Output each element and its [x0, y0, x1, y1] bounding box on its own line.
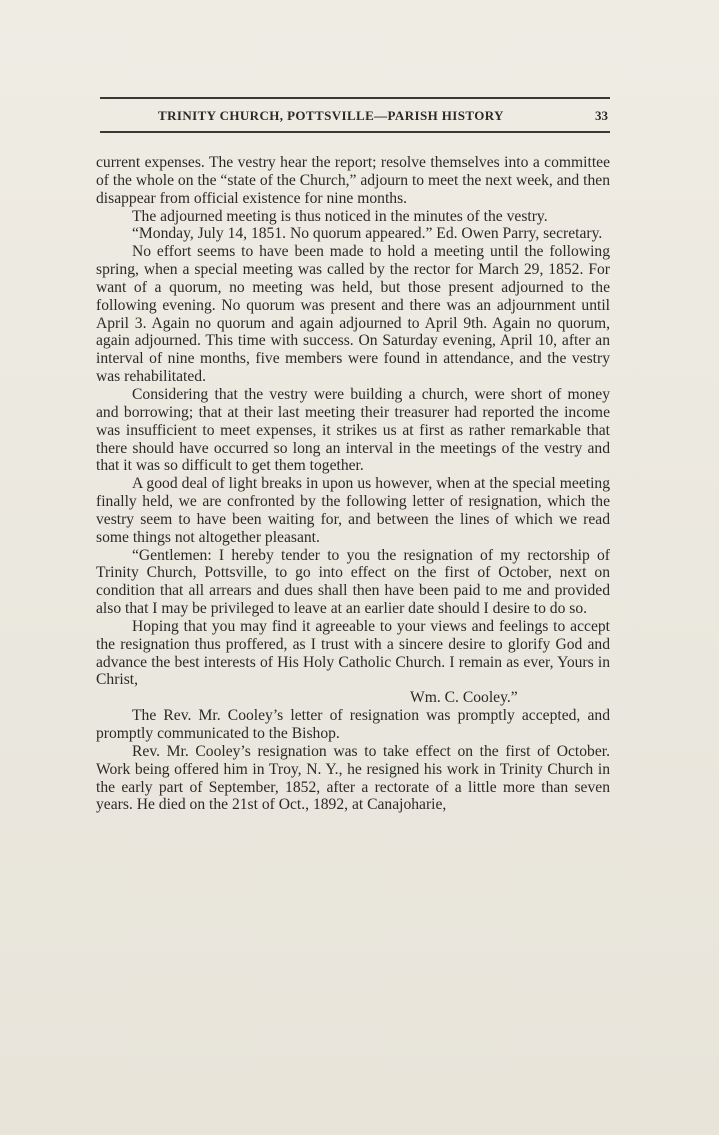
running-head: [100, 108, 610, 126]
body-text: [96, 154, 610, 814]
paragraph-adjourned-meeting: The adjourned meeting is thus noticed in the minutes of the vestry.: [132, 207, 548, 225]
paragraph-letter-gentlemen: “Gentlemen: I hereby tender to you the resignation of my rectorship of Trinity Church, Pottsville, to go into effect on the first of October, next on condition that all arrears and dues shall then have been paid to me and provided also that I may be privileged to leave at an earlier date should I desire to do so.: [96, 546, 610, 618]
paragraph-accepted: The Rev. Mr. Cooley’s letter of resignation was promptly accepted, and promptly communicated to the Bishop.: [96, 707, 610, 742]
paragraph-continuation: current expenses. The vestry hear the report; resolve themselves into a committee of the whole on the “state of the Church,” adjourn to meet the next week, and then disappear from official existence for nine months.: [96, 154, 610, 207]
running-title: TRINITY CHURCH, POTTSVILLE—PARISH HISTORY: [158, 108, 504, 123]
paragraph-considering: Considering that the vestry were building a church, were short of money and borrowing; that at their last meeting their treasurer had reported the income was insufficient to meet expenses, it strikes us at first as rather remarkable that there should have occurred so long an interval in the meetings of the vestry and that it was so difficult to get them together.: [96, 385, 610, 475]
paragraph-light-breaks: A good deal of light breaks in upon us however, when at the special meeting finally held, we are confronted by the following letter of resignation, which the vestry seem to have been waiting for, and between the lines of which we read some things not altogether pleasant.: [96, 475, 610, 546]
paragraph-no-effort: No effort seems to have been made to hold a meeting until the following spring, when a special meeting was called by the rector for March 29, 1852. For want of a quorum, no meeting was held, but those present adjourned to the following evening. No quorum was present and there was an adjournment until April 3. Again no quorum and again adjourned to April 9th. Again no quorum, again adjourned. This time with success. On Saturday evening, April 10, after an interval of nine months, five members were found in attendance, and the vestry was rehabilitated.: [96, 243, 610, 386]
header-rule-top: [100, 97, 610, 99]
header-rule-bottom: [100, 131, 610, 133]
paragraph-resignation-effect: Rev. Mr. Cooley’s resignation was to take effect on the first of October. Work being offered him in Troy, N. Y., he resigned his work in Trinity Church in the early part of September, 1852, after a rectorate of a little more than seven years. He died on the 21st of Oct., 1892, at Canajoharie,: [96, 742, 610, 814]
letter-signature: Wm. C. Cooley.”: [410, 689, 518, 707]
paragraph-letter-hoping: Hoping that you may find it agreeable to your views and feelings to accept the resignation thus proffered, as I trust with a sincere desire to glorify God and advance the best interests of His Holy Catholic Church. I remain as ever, Yours in Christ,: [96, 617, 610, 689]
paragraph-minutes-quote: “Monday, July 14, 1851. No quorum appeared.” Ed. Owen Parry, secretary.: [132, 225, 603, 243]
page-number: 33: [595, 108, 608, 123]
